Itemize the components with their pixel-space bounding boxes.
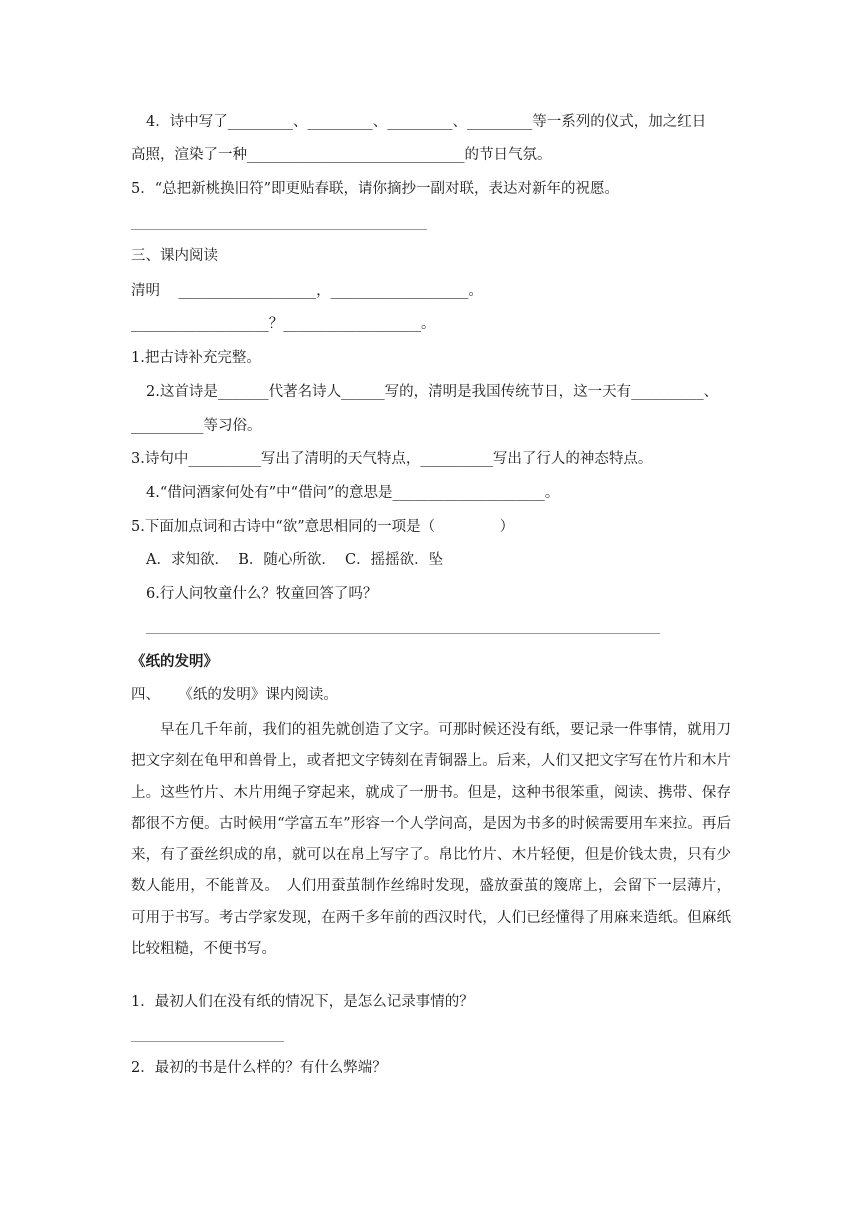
section4-title: 《纸的发明》 <box>131 653 218 670</box>
poem-q4-line1: 4．诗中写了_________、_________、_________、_________等一系列的仪式，加之红日 <box>146 114 707 130</box>
s3-q1: 1.把古诗补充完整。 <box>131 350 261 366</box>
s3-q4: 4.“借问酒家何处有”中“借问”的意思是_____________________。 <box>146 485 560 501</box>
answer-line[interactable] <box>146 633 660 634</box>
s3-q6: 6.行人问牧童什么？牧童回答了吗？ <box>146 586 378 602</box>
answer-line[interactable] <box>131 229 427 230</box>
poem-q5: 5．“总把新桃换旧符”即更贴春联，请你摘抄一副对联，表达对新年的祝愿。 <box>131 181 620 197</box>
section4-heading: 四、 《纸的发明》课内阅读。 <box>131 687 338 703</box>
s3-q5: 5.下面加点词和古诗中“欲”意思相同的一项是（ ） <box>131 519 515 535</box>
s3-q2-line2: __________等习俗。 <box>131 418 262 434</box>
poem-q4-line2: 高照，渲染了一种______________________________的节日气氛。 <box>131 147 552 163</box>
s4-q2: 2．最初的书是什么样的？有什么弊端？ <box>131 1060 387 1076</box>
s4-q1: 1．最初人们在没有纸的情况下，是怎么记录事情的？ <box>131 994 474 1010</box>
section3-heading: 三、课内阅读 <box>131 248 218 264</box>
poem-line-1: 清明 ___________________，___________________。 <box>131 283 483 299</box>
reading-passage: 早在几千年前，我们的祖先就创造了文字。可那时候还没有纸，要记录一件事情，就用刀把文字刻在龟甲和兽骨上，或者把文字铸刻在青铜器上。后来，人们又把文字写在竹片和木片上。这些竹片、木片用绳子穿起来，就成了一册书。但是，这种书很笨重，阅读、携带、保存都很不方便。古时候用“学富五车”形容一个人学问高，是因为书多的时候需要用车来拉。再后来，有了蚕丝织成的帛，就可以在帛上写字了。帛比竹片、木片轻便，但是价钱太贵，只有少数人能用，不能普及。 人们用蚕茧制作丝绵时发现，盛放蚕茧的篾席上，会留下一层薄片，可用于书写。考古学家发现，在两千多年前的西汉时代，人们已经懂得了用麻来造纸。但麻纸比较粗糙，不便书写。 <box>131 722 731 958</box>
poem-line-2: ___________________？___________________。 <box>131 316 436 332</box>
s3-q3: 3.诗句中__________写出了清明的天气特点，__________写出了行人的神态特点。 <box>131 451 653 467</box>
s3-q5-options: A．求知欲． B．随心所欲． C．摇摇欲．坠 <box>146 552 444 568</box>
s3-q2-line1: 2.这首诗是_______代著名诗人______写的，清明是我国传统节日，这一天有__________、 <box>146 384 719 400</box>
answer-line[interactable] <box>131 1041 284 1042</box>
